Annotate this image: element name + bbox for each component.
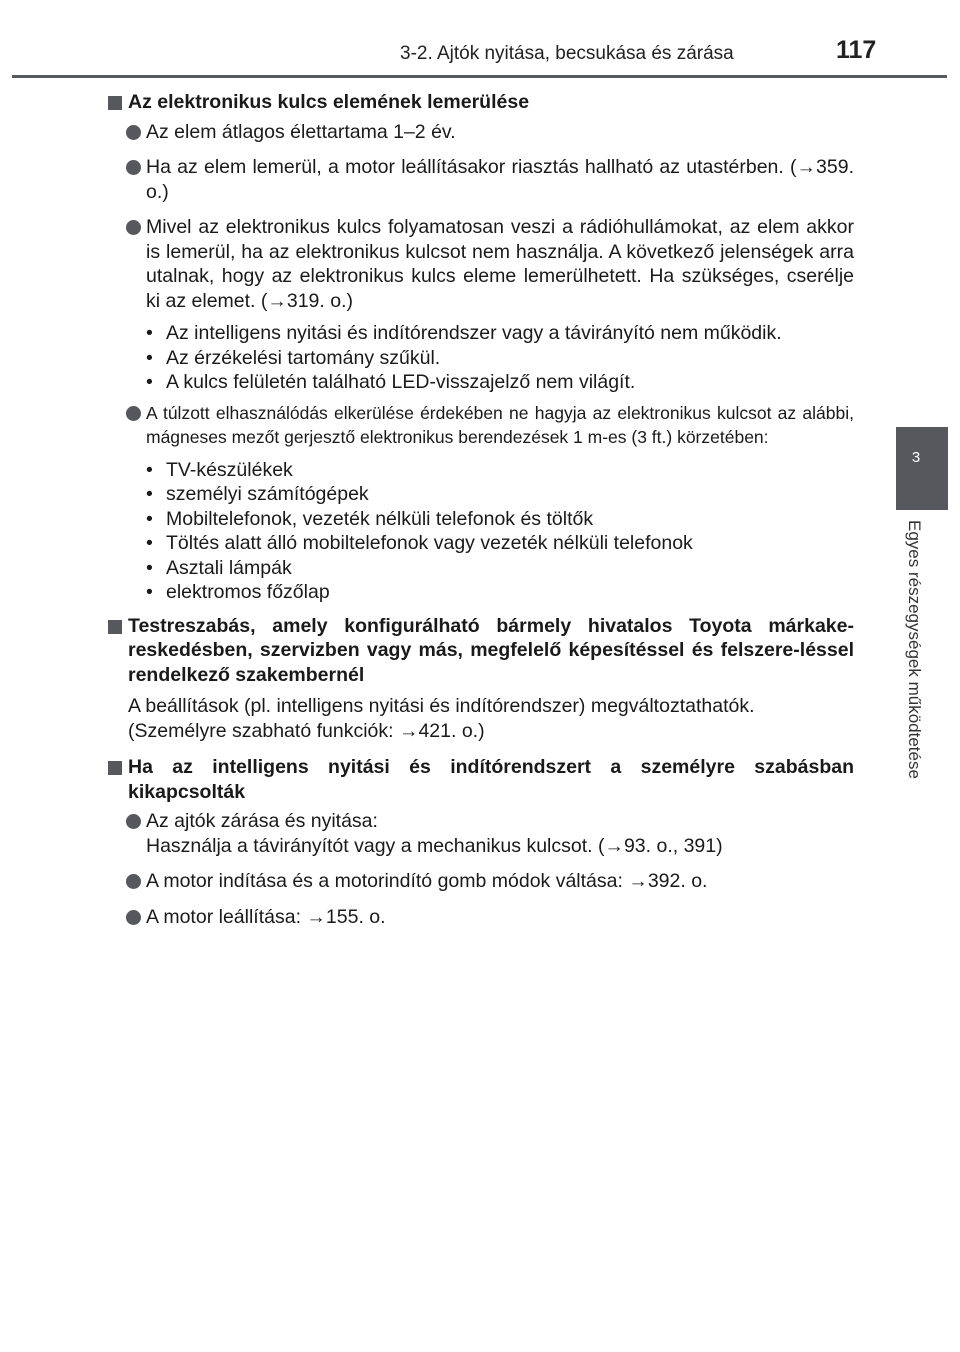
list-item <box>108 809 854 858</box>
header-rule <box>12 75 947 78</box>
list-item: • Mobiltelefonok, vezeték nélküli telefonok és töltők <box>146 507 854 532</box>
paragraph <box>108 694 854 743</box>
list-item: • Az érzékelési tartomány szűkül. <box>146 346 854 371</box>
list-item-text: Használja a távirányítót vagy a mechanikus kulcsot. (→93. o., 391) <box>146 834 723 857</box>
running-header: 3-2. Ajtók nyitása, becsukása és zárása <box>400 43 734 64</box>
list-item-text: A motor indítása és a motorindító gomb módok váltása: →392. o. <box>146 870 708 892</box>
round-bullet-icon <box>126 220 141 235</box>
list-item <box>108 905 854 930</box>
list-item <box>108 155 854 204</box>
chapter-tab-label: Egyes részegységek működtetése <box>905 520 924 779</box>
section-heading <box>108 755 854 804</box>
list-item-text: Mivel az elektronikus kulcs folyamatosan veszi a rádióhullámokat, az elem akkor is lemerül, ha az elektronikus kulcsot nem használja. A következő jelenségek arra utalnak, hogy az elektronikus kulcs eleme lemerülhetett. Ha szükséges, cserélje ki az elemet. (→319. o.) <box>146 216 854 312</box>
list-item-text: Az ajtók zárása és nyitása: <box>146 810 378 832</box>
list-item-text: Az elem átlagos élettartama 1–2 év. <box>146 120 456 143</box>
round-bullet-icon <box>126 125 141 140</box>
paragraph-line: A beállítások (pl. intelligens nyitási és indítórendszer) megváltoztathatók. <box>128 695 755 717</box>
list-item: • Töltés alatt álló mobiltelefonok vagy vezeték nélküli telefonok <box>146 531 854 556</box>
chapter-tab <box>896 427 948 510</box>
section-heading <box>108 614 854 688</box>
square-bullet-icon <box>108 96 122 110</box>
list-item: • Az intelligens nyitási és indítórendszer vagy a távirányító nem működik. <box>146 321 854 346</box>
list-item: • elektromos főzőlap <box>146 580 854 605</box>
round-bullet-icon <box>126 406 141 421</box>
list-item-text: A motor leállítása: →155. o. <box>146 905 386 928</box>
list-item <box>108 401 854 450</box>
chapter-tab-number: 3 <box>911 449 921 466</box>
device-list <box>108 458 854 605</box>
round-bullet-icon <box>126 160 141 175</box>
round-bullet-icon <box>126 814 141 829</box>
round-bullet-icon <box>126 874 141 889</box>
list-item-text: Ha az elem lemerül, a motor leállításakor riasztás hallható az utastérben. (→359. o.) <box>146 156 854 203</box>
symptom-list <box>108 321 854 395</box>
list-item <box>108 869 854 894</box>
section-heading-text: Ha az intelligens nyitási és indítórendszert a személyre szabásban kikapcsolták <box>128 756 854 803</box>
square-bullet-icon <box>108 620 122 634</box>
section-heading <box>108 90 854 115</box>
list-item-text: A túlzott elhasználódás elkerülése érdekében ne hagyja az elektronikus kulcsot az alábbi, mágneses mezőt gerjesztő elektronikus berendezések 1 m-es (3 ft.) körzetében: <box>146 402 854 447</box>
page-content <box>108 90 854 929</box>
paragraph-line: (Személyre szabható funkciók: →421. o.) <box>128 719 485 742</box>
list-item: • A kulcs felületén található LED-visszajelző nem világít. <box>146 370 854 395</box>
list-item: • TV-készülékek <box>146 458 854 483</box>
section-heading-text: Az elektronikus kulcs elemének lemerülése <box>128 91 530 113</box>
list-item <box>108 215 854 313</box>
list-item <box>108 120 854 145</box>
square-bullet-icon <box>108 761 122 775</box>
list-item: • Asztali lámpák <box>146 556 854 581</box>
round-bullet-icon <box>126 910 141 925</box>
section-heading-text: Testreszabás, amely konfigurálható bármely hivatalos Toyota márkake-reskedésben, szervizben vagy más, megfelelő képesítéssel és felszere-léssel rendelkező szakembernél <box>128 614 854 686</box>
list-item: • személyi számítógépek <box>146 482 854 507</box>
page-number: 117 <box>836 36 877 64</box>
